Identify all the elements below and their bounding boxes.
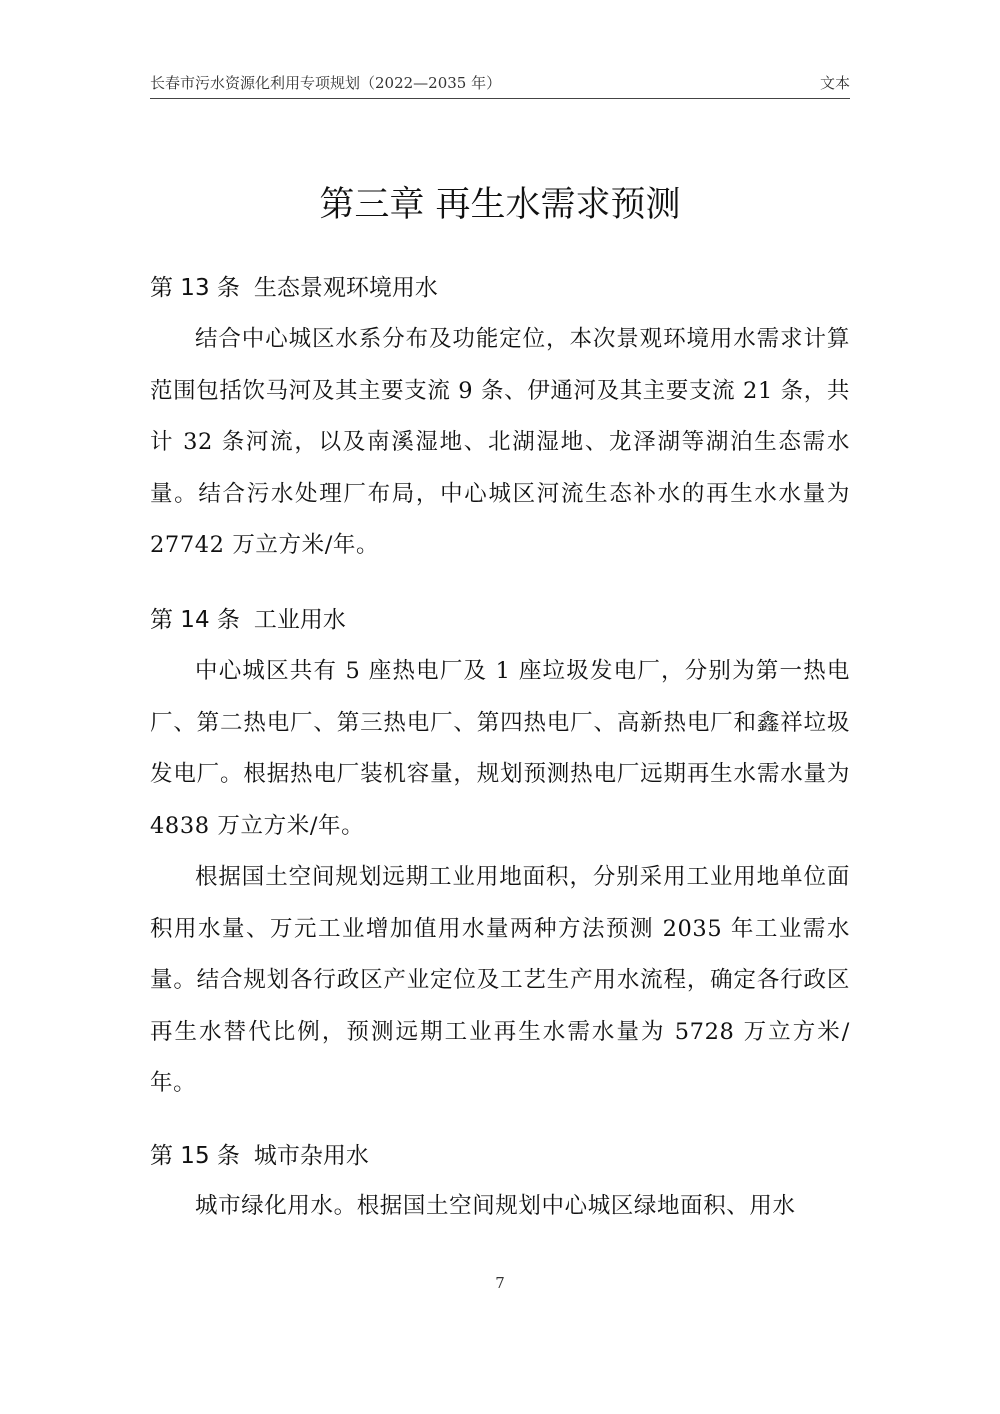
running-header [150,72,850,96]
article-title: 工业用水 [253,607,346,633]
article-heading-15 [150,1139,850,1173]
article-number: 第 15 条 [150,1143,240,1169]
article-paragraph: 结合中心城区水系分布及功能定位，本次景观环境用水需求计算范围包括饮马河及其主要支流 9 条、伊通河及其主要支流 21 条，共计 32 条河流，以及南溪湿地、北湖湿地、龙泽湖等湖泊生态需水量。结合污水处理厂布局，中心城区河流生态补水的再生水水量为 27742 万立方米/年。 [150,326,850,558]
running-header-section: 文本 [819,74,850,92]
article-heading-13 [150,271,850,305]
article-title: 生态景观环境用水 [253,275,438,301]
article-paragraph: 中心城区共有 5 座热电厂及 1 座垃圾发电厂，分别为第一热电厂、第二热电厂、第三热电厂、第四热电厂、高新热电厂和鑫祥垃圾发电厂。根据热电厂装机容量，规划预测热电厂远期再生水需水量为 4838 万立方米/年。 [150,658,850,839]
article-paragraph: 根据国土空间规划远期工业用地面积，分别采用工业用地单位面积用水量、万元工业增加值用水量两种方法预测 2035 年工业需水量。结合规划各行政区产业定位及工艺生产用水流程，确定各行政区再生水替代比例，预测远期工业再生水需水量为 5728 万立方米/年。 [150,864,850,1096]
article-number: 第 13 条 [150,275,240,301]
article-heading-14 [150,603,850,637]
article-title: 城市杂用水 [253,1143,369,1169]
header-divider [150,98,850,99]
article-number: 第 14 条 [150,607,240,633]
page-number: 7 [495,1274,505,1292]
running-header-title: 长春市污水资源化利用专项规划（2022—2035 年） [150,74,502,92]
article-paragraph: 城市绿化用水。根据国土空间规划中心城区绿地面积、用水 [195,1193,796,1219]
chapter-title: 第三章 再生水需求预测 [319,185,681,225]
